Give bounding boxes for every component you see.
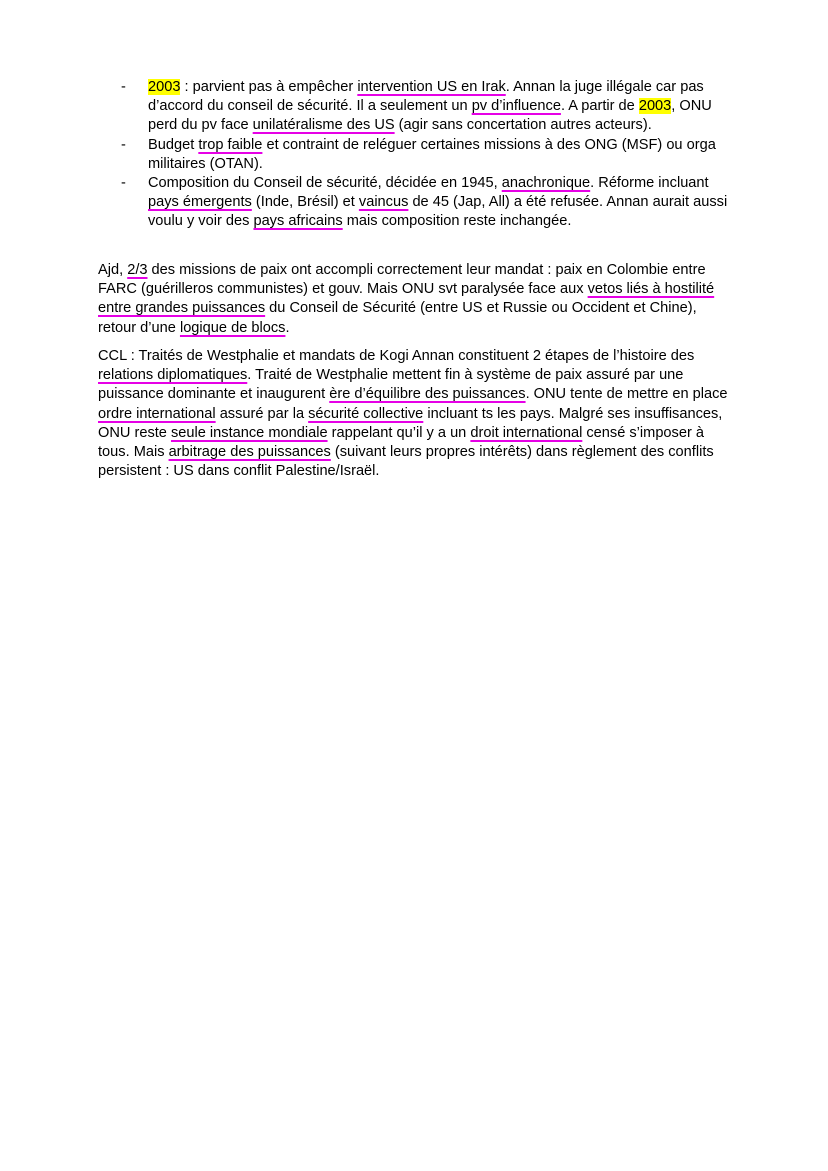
text: des missions de paix ont accompli correctement leur mandat : paix en Colombie entre FARC (guérilleros communistes) et gouv. Mais ONU svt paralysée face aux [98,262,706,298]
text: Budget [148,136,199,153]
underlined-term: seule instance mondiale [170,424,328,441]
underlined-term: arbitrage des puissances [168,444,331,461]
text: Composition du Conseil de sécurité, décidée en 1945, [148,175,502,192]
underlined-term: pays émergents [148,194,252,211]
text: . ONU tente de mettre en place [525,386,728,403]
text: et contraint de reléguer certaines missions à des ONG (MSF) ou orga militaires (OTAN). [148,136,716,172]
text: . A partir de [560,98,639,115]
bullet-list [117,78,737,232]
bullet-dash: - [121,136,126,153]
bullet-dash: - [121,79,126,95]
text: . Annan la juge illégale car pas d’accord du conseil de sécurité. Il a seulement un [148,79,704,115]
bullet-item-irak [117,78,737,136]
underlined-term: sécurité collective [308,405,424,422]
text: assuré par la [215,405,309,422]
underlined-term: trop faible [198,136,263,153]
underlined-term: pv d’influence [471,98,561,115]
underlined-term: relations diplomatiques [98,367,248,384]
paragraph-ccl [98,347,738,481]
text: . Traité de Westphalie mettent fin à système de paix assuré par une puissance dominante et inaugurent [98,367,684,403]
underlined-term: 2/3 [127,262,148,278]
text: (suivant leurs propres intérêts) dans règlement des conflits persistent : US dans conflit Palestine/Israël. [98,444,714,480]
text: du Conseil de Sécurité (entre US et Russie ou Occident et Chine), retour d’une [98,300,697,336]
text: de 45 (Jap, All) a été refusée. Annan aurait aussi voulu y voir des [148,194,728,230]
underlined-term: anachronique [501,175,591,192]
bullet-dash: - [121,175,126,192]
underlined-term: ordre international [98,405,216,422]
bullet-item-budget [117,136,737,174]
underlined-term: droit international [470,424,583,441]
underlined-term: intervention US en Irak [357,79,506,95]
underlined-term: pays africains [253,213,343,230]
highlight-year: 2003 [638,98,672,115]
underlined-term: ère d’équilibre des puissances [329,386,526,403]
text: . [285,319,290,336]
text: CCL : Traités de Westphalie et mandats de Kogi Annan constituent 2 étapes de l’histoire des [98,348,695,364]
underlined-term: vetos liés à hostilité entre grandes puissances [98,281,715,317]
underlined-term: logique de blocs [179,319,286,336]
text: mais composition reste inchangée. [342,213,572,230]
text: (Inde, Brésil) et [251,194,359,211]
text: : parvient pas à empêcher [180,79,358,95]
underlined-term: unilatéralisme des US [252,117,395,134]
highlight-year: 2003 [148,79,181,95]
text: censé s’imposer à tous. Mais [98,424,704,461]
paragraph-ajd [98,261,738,338]
text: . Réforme incluant [590,175,709,192]
text: , ONU perd du pv face [148,98,712,134]
text: rappelant qu’il y a un [327,424,471,441]
text: incluant ts les pays. Malgré ses insuffisances, ONU reste [98,405,723,441]
text: Ajd, [98,262,128,278]
underlined-term: vaincus [358,194,409,211]
bullet-item-composition [117,174,737,232]
text: (agir sans concertation autres acteurs). [394,117,652,134]
